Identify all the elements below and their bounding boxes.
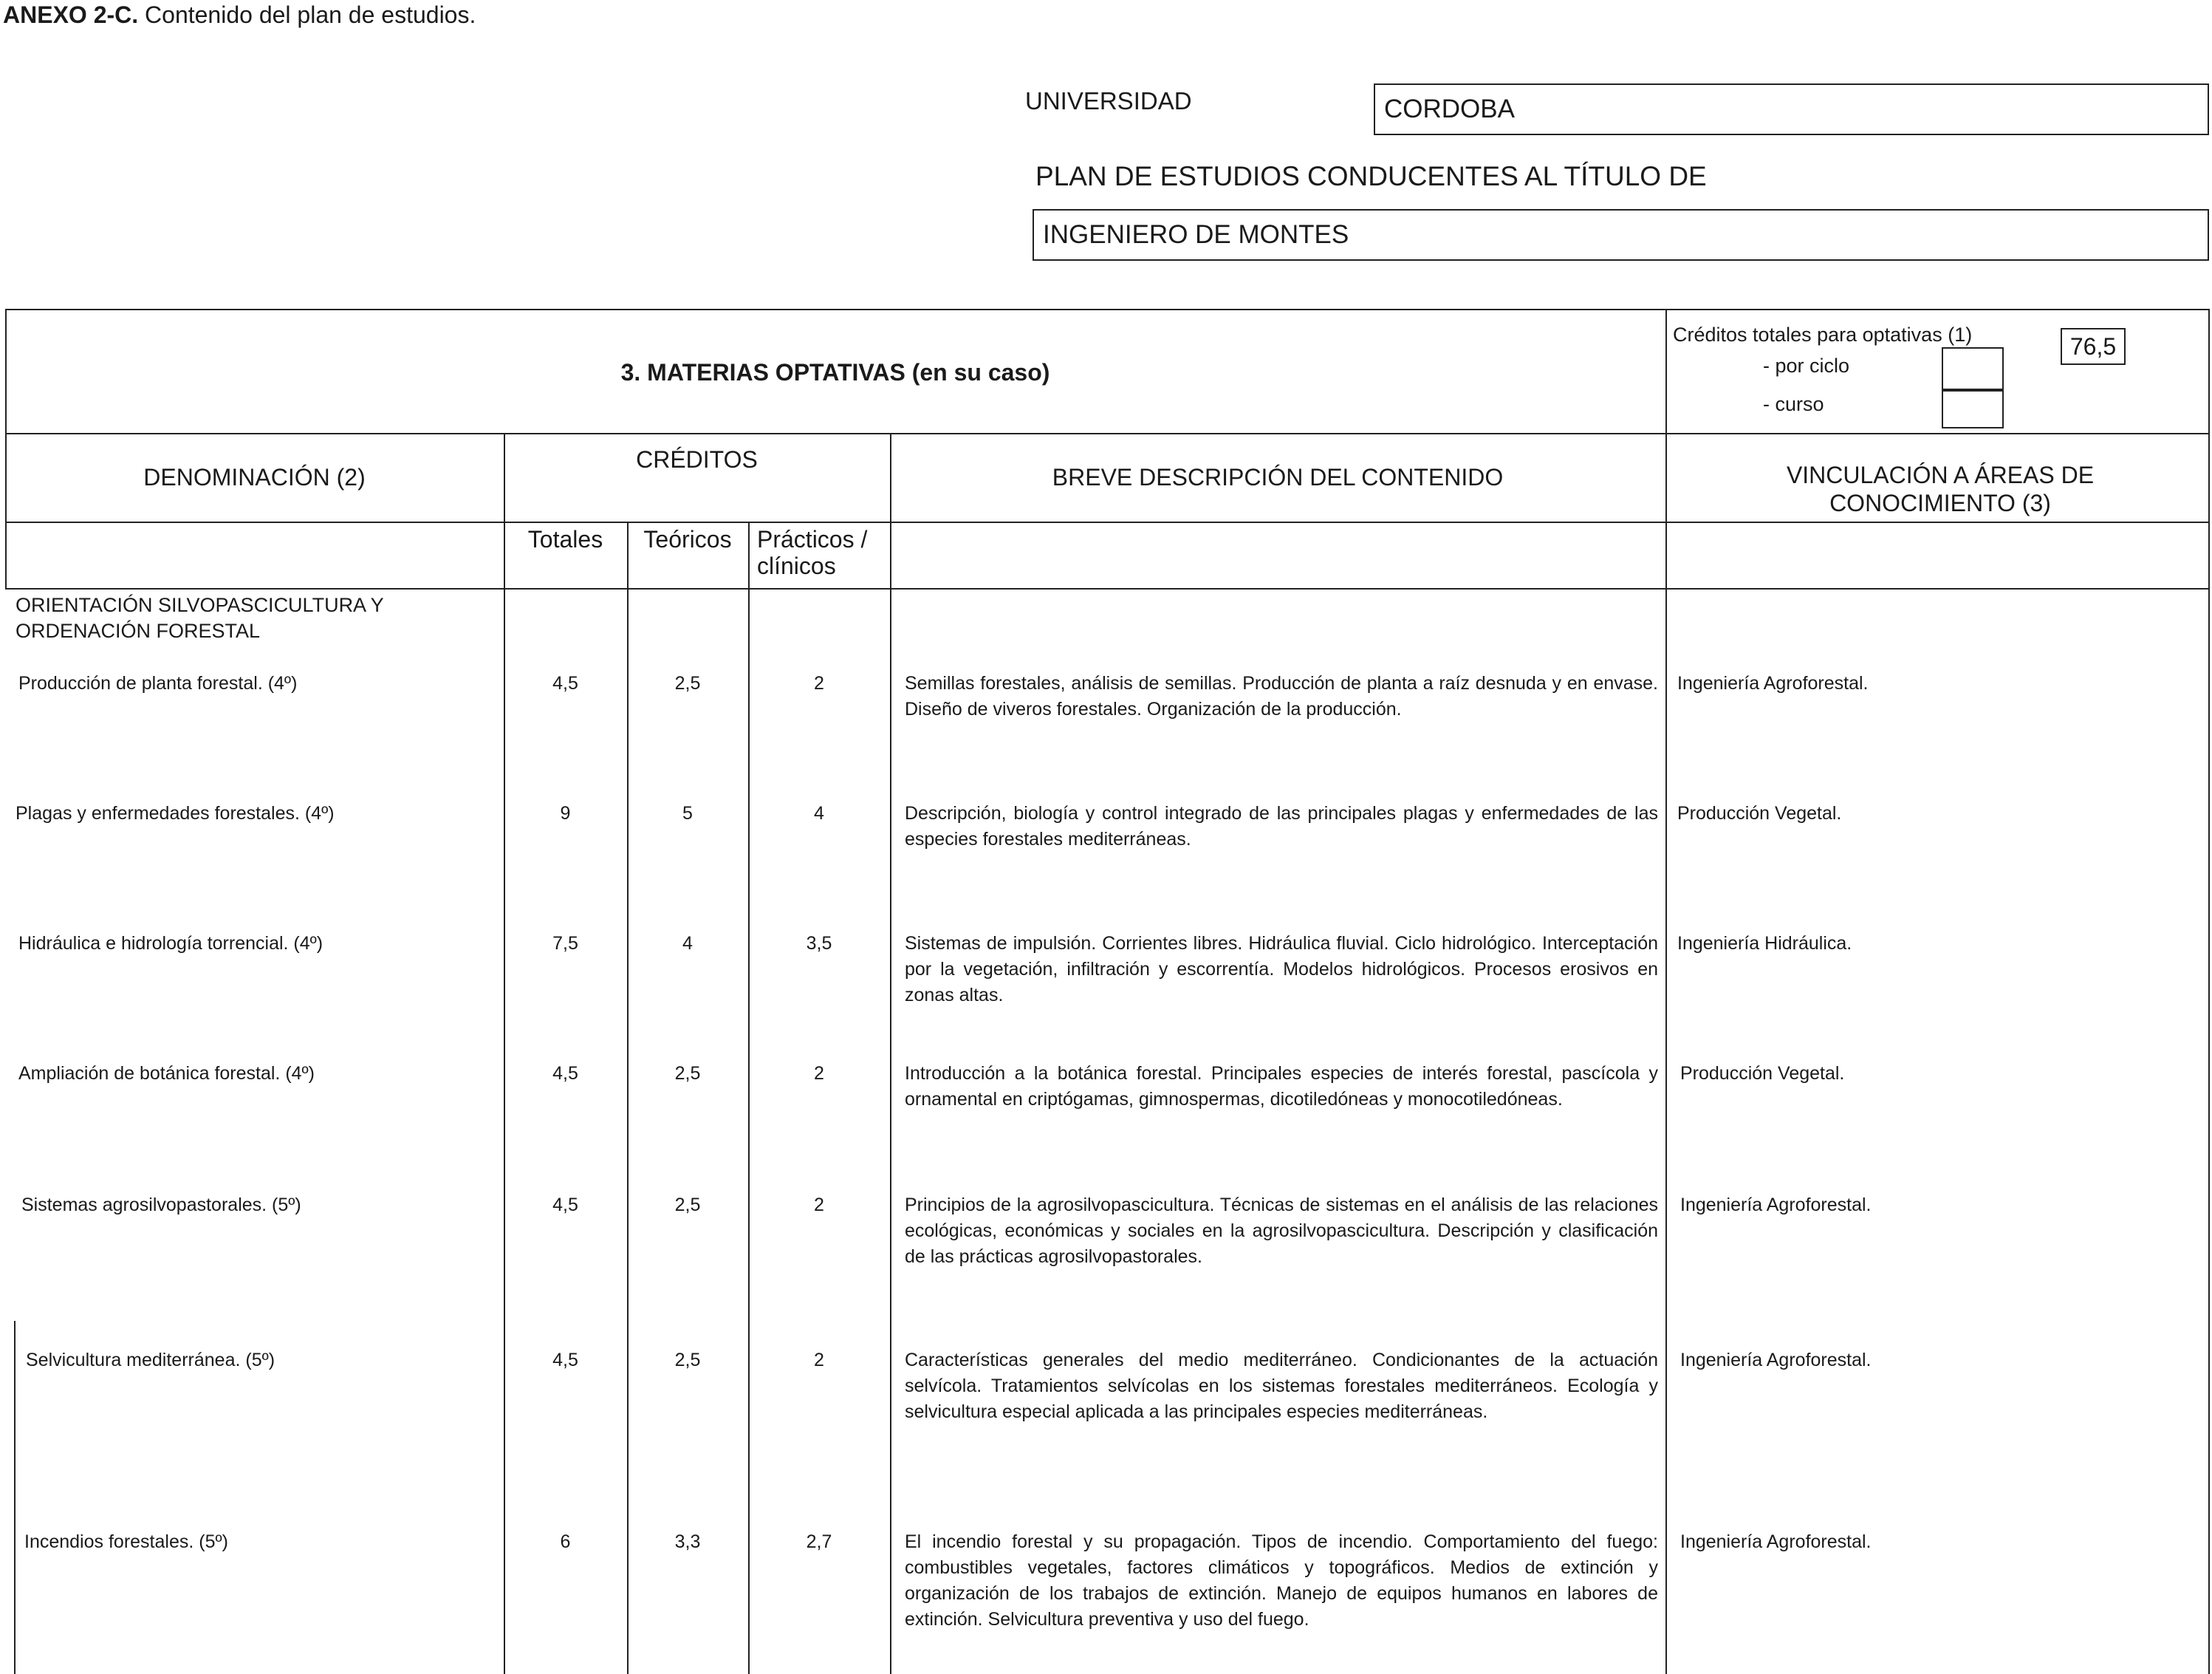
subject-area: Ingeniería Agroforestal. (1677, 673, 1869, 694)
subject-area: Producción Vegetal. (1677, 803, 1842, 824)
credits-practice: 2 (814, 1063, 824, 1084)
subject-description: Descripción, biología y control integrado de las principales plagas y enfermedades de las especies forestales mediterráneas. (905, 803, 1658, 850)
subject-description: Características generales del medio mediterráneo. Condicionantes de la actuación selvícola. Tratamientos selvícolas en los sistemas forestales mediterráneos. Ecología y selvicultura especial aplicada a las principales especies mediterráneas. (905, 1350, 1658, 1422)
annex-title (3, 1, 476, 29)
subject-description: Principios de la agrosilvopascicultura. Técnicas de sistemas en el análisis de las relaciones ecológicas, económicas y sociales en la agrosilvopascicultura. Descripción y clasificación de las prácticas agrosilvopastorales. (905, 1195, 1658, 1267)
per-cycle-label: - por ciclo (1763, 355, 1850, 377)
subject-name: Selvicultura mediterránea. (5º) (26, 1350, 275, 1370)
subject-area: Ingeniería Hidráulica. (1677, 933, 1852, 954)
subject-area: Ingeniería Agroforestal. (1680, 1350, 1872, 1370)
credits-total-label: Créditos totales para optativas (1) (1673, 324, 1973, 346)
credits-total: 4,5 (552, 1063, 578, 1084)
credits-total: 6 (560, 1531, 571, 1552)
credits-practice: 2 (814, 1195, 824, 1215)
subject-description: El incendio forestal y su propagación. Tipos de incendio. Comportamiento del fuego: combustibles vegetales, factores climáticos y topográficos. Medios de extinción y organización de los trabajos de extinción. Manejo de equipos humanos en labores de extinción. Selvicultura preventiva y uso del fuego. (905, 1531, 1658, 1630)
credits-theory: 2,5 (674, 1195, 701, 1215)
subject-area: Producción Vegetal. (1680, 1063, 1845, 1084)
subject-name: Incendios forestales. (5º) (24, 1531, 228, 1552)
per-cycle-box (1942, 347, 2004, 390)
subject-name: Producción de planta forestal. (4º) (18, 673, 298, 694)
credits-practice: 2 (814, 673, 824, 694)
header-theoretical: Teóricos (643, 526, 732, 553)
header-totals: Totales (527, 526, 603, 553)
header-denomination: DENOMINACIÓN (2) (143, 464, 366, 491)
credits-theory: 3,3 (674, 1531, 701, 1552)
university-label: UNIVERSIDAD (1025, 87, 1192, 115)
annex-number: ANEXO 2-C. (3, 1, 139, 28)
credits-practice: 3,5 (806, 933, 832, 954)
header-vinculation: VINCULACIÓN A ÁREAS DE CONOCIMIENTO (3) (1786, 462, 2095, 516)
subject-description: Semillas forestales, análisis de semillas. Producción de planta a raíz desnuda y en envase. Diseño de viveros forestales. Organización de la producción. (905, 673, 1658, 720)
subject-area: Ingeniería Agroforestal. (1680, 1195, 1872, 1215)
subject-name: Ampliación de botánica forestal. (4º) (18, 1063, 315, 1084)
optional-subjects-table (5, 309, 2210, 1674)
subject-name: Hidráulica e hidrología torrencial. (4º) (18, 933, 323, 954)
credits-total: 7,5 (552, 933, 578, 954)
credits-practice: 2 (814, 1350, 824, 1370)
header-practical: Prácticos / clínicos (757, 526, 868, 579)
plan-value: INGENIERO DE MONTES (1033, 209, 2209, 261)
credits-total: 9 (560, 803, 571, 824)
subject-description: Sistemas de impulsión. Corrientes libres. Hidráulica fluvial. Ciclo hidrológico. Interceptación por la vegetación, infiltración y escorrentía. Modelos hidrológicos. Procesos erosivos en zonas altas. (905, 933, 1658, 1005)
credits-total: 4,5 (552, 673, 578, 694)
credits-total-value: 76,5 (2061, 328, 2126, 365)
credits-total: 4,5 (552, 1195, 578, 1215)
credits-total: 4,5 (552, 1350, 578, 1370)
subject-area: Ingeniería Agroforestal. (1680, 1531, 1872, 1552)
credits-theory: 4 (682, 933, 693, 954)
per-course-box (1942, 390, 2004, 428)
subject-name: Sistemas agrosilvopastorales. (5º) (21, 1195, 301, 1215)
credits-theory: 5 (682, 803, 693, 824)
credits-practice: 2,7 (806, 1531, 832, 1552)
header-credits: CRÉDITOS (636, 446, 758, 473)
subject-description: Introducción a la botánica forestal. Principales especies de interés forestal, pascícola y ornamental en criptógamas, gimnospermas, dicotiledóneas y monocotiledóneas. (905, 1063, 1658, 1110)
per-course-label: - curso (1763, 393, 1824, 415)
university-value: CORDOBA (1374, 83, 2209, 135)
credits-theory: 2,5 (674, 1063, 701, 1084)
credits-practice: 4 (814, 803, 824, 824)
credits-theory: 2,5 (674, 1350, 701, 1370)
plan-label: PLAN DE ESTUDIOS CONDUCENTES AL TÍTULO DE (1035, 161, 1707, 191)
group-title: ORIENTACIÓN SILVOPASCICULTURA Y ORDENACIÓN FORESTAL (16, 594, 384, 642)
credits-theory: 2,5 (674, 673, 701, 694)
annex-text: Contenido del plan de estudios. (145, 1, 476, 28)
subject-name: Plagas y enfermedades forestales. (4º) (16, 803, 335, 824)
header-description: BREVE DESCRIPCIÓN DEL CONTENIDO (1052, 464, 1504, 491)
section-title: 3. MATERIAS OPTATIVAS (en su caso) (620, 359, 1050, 386)
